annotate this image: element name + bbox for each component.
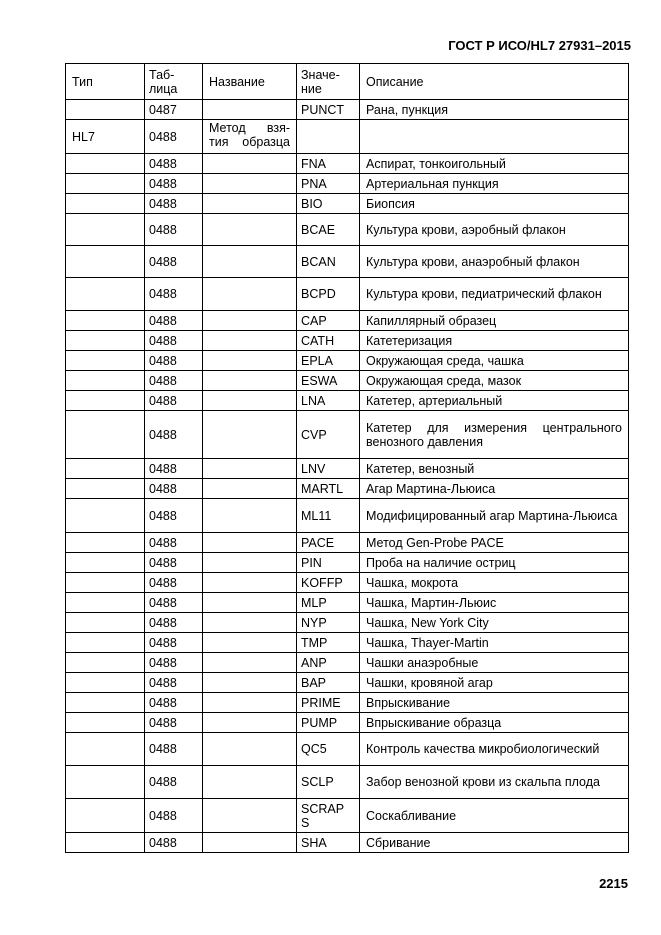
cell-table: 0488 — [145, 713, 203, 733]
cell-type — [66, 533, 145, 553]
table-row — [66, 673, 629, 693]
table-row — [66, 733, 629, 766]
table-row — [66, 214, 629, 246]
table-row — [66, 154, 629, 174]
cell-type — [66, 391, 145, 411]
cell-table: 0488 — [145, 459, 203, 479]
table-row — [66, 479, 629, 499]
table-row — [66, 553, 629, 573]
cell-type — [66, 799, 145, 833]
cell-description: Агар Мартина-Льюиса — [360, 479, 629, 499]
cell-type — [66, 499, 145, 533]
cell-description: Чашки анаэробные — [360, 653, 629, 673]
cell-description — [360, 120, 629, 154]
cell-description: Катетер, венозный — [360, 459, 629, 479]
table-row — [66, 174, 629, 194]
cell-table: 0488 — [145, 479, 203, 499]
cell-name — [203, 371, 297, 391]
cell-type — [66, 833, 145, 853]
cell-type — [66, 174, 145, 194]
table-row — [66, 120, 629, 154]
cell-name — [203, 194, 297, 214]
col-header-name: Название — [203, 64, 297, 100]
table-header-row — [66, 64, 629, 100]
cell-table: 0488 — [145, 633, 203, 653]
cell-type — [66, 100, 145, 120]
cell-name — [203, 391, 297, 411]
cell-value: LNV — [297, 459, 360, 479]
cell-name — [203, 100, 297, 120]
cell-description: Модифицированный агар Мартина-Льюиса — [360, 499, 629, 533]
cell-name — [203, 154, 297, 174]
cell-name — [203, 174, 297, 194]
cell-description: Катетер для измерения центрального венозного давления — [360, 411, 629, 459]
cell-table: 0488 — [145, 533, 203, 553]
cell-name — [203, 593, 297, 613]
cell-table: 0488 — [145, 120, 203, 154]
table-row — [66, 613, 629, 633]
cell-name — [203, 553, 297, 573]
table-row — [66, 194, 629, 214]
cell-table: 0488 — [145, 673, 203, 693]
cell-table: 0488 — [145, 766, 203, 799]
cell-table: 0488 — [145, 194, 203, 214]
cell-type: HL7 — [66, 120, 145, 154]
cell-table: 0488 — [145, 214, 203, 246]
cell-value: ML11 — [297, 499, 360, 533]
cell-table: 0488 — [145, 174, 203, 194]
cell-type — [66, 194, 145, 214]
table-row — [66, 653, 629, 673]
cell-value: SCRAP S — [297, 799, 360, 833]
cell-value: ESWA — [297, 371, 360, 391]
cell-value: BCPD — [297, 278, 360, 311]
cell-value: ANP — [297, 653, 360, 673]
cell-type — [66, 479, 145, 499]
code-table — [65, 63, 629, 853]
cell-value: CATH — [297, 331, 360, 351]
cell-description: Капиллярный образец — [360, 311, 629, 331]
table-row — [66, 799, 629, 833]
cell-type — [66, 311, 145, 331]
cell-type — [66, 613, 145, 633]
cell-table: 0488 — [145, 371, 203, 391]
cell-table: 0488 — [145, 799, 203, 833]
cell-description: Аспират, тонкоигольный — [360, 154, 629, 174]
table-row — [66, 391, 629, 411]
cell-name — [203, 799, 297, 833]
cell-name — [203, 214, 297, 246]
table-row — [66, 351, 629, 371]
cell-type — [66, 593, 145, 613]
cell-name: Метод взя- тия образца — [203, 120, 297, 154]
cell-table: 0488 — [145, 154, 203, 174]
cell-name — [203, 573, 297, 593]
table-row — [66, 278, 629, 311]
cell-table: 0488 — [145, 411, 203, 459]
cell-description: Окружающая среда, чашка — [360, 351, 629, 371]
table-row — [66, 533, 629, 553]
cell-table: 0488 — [145, 499, 203, 533]
cell-type — [66, 633, 145, 653]
cell-description: Чашки, кровяной агар — [360, 673, 629, 693]
table-row — [66, 100, 629, 120]
cell-value: FNA — [297, 154, 360, 174]
cell-name — [203, 713, 297, 733]
cell-description: Чашка, New York City — [360, 613, 629, 633]
table-row — [66, 411, 629, 459]
col-header-value: Значе- ние — [297, 64, 360, 100]
table-row — [66, 693, 629, 713]
cell-value: QC5 — [297, 733, 360, 766]
cell-name — [203, 311, 297, 331]
cell-name — [203, 693, 297, 713]
cell-type — [66, 733, 145, 766]
cell-type — [66, 713, 145, 733]
cell-value: LNA — [297, 391, 360, 411]
cell-description: Культура крови, анаэробный флакон — [360, 246, 629, 278]
cell-description: Метод Gen-Probe PACE — [360, 533, 629, 553]
document-code: ГОСТ Р ИСО/HL7 27931–2015 — [448, 38, 631, 53]
cell-name — [203, 246, 297, 278]
cell-value: BIO — [297, 194, 360, 214]
cell-description: Контроль качества микробиологический — [360, 733, 629, 766]
cell-name — [203, 278, 297, 311]
cell-value: TMP — [297, 633, 360, 653]
cell-table: 0488 — [145, 833, 203, 853]
cell-description: Сбривание — [360, 833, 629, 853]
cell-description: Впрыскивание образца — [360, 713, 629, 733]
cell-type — [66, 278, 145, 311]
cell-name — [203, 533, 297, 553]
cell-description: Катетер, артериальный — [360, 391, 629, 411]
cell-description: Впрыскивание — [360, 693, 629, 713]
cell-name — [203, 459, 297, 479]
cell-table: 0488 — [145, 593, 203, 613]
cell-description: Окружающая среда, мазок — [360, 371, 629, 391]
cell-description: Культура крови, педиатрический флакон — [360, 278, 629, 311]
table-row — [66, 713, 629, 733]
cell-description: Чашка, Thayer-Martin — [360, 633, 629, 653]
cell-name — [203, 766, 297, 799]
cell-value: SHA — [297, 833, 360, 853]
cell-type — [66, 331, 145, 351]
col-header-type: Тип — [66, 64, 145, 100]
cell-table: 0488 — [145, 391, 203, 411]
table-row — [66, 371, 629, 391]
cell-value: SCLP — [297, 766, 360, 799]
cell-name — [203, 479, 297, 499]
table-row — [66, 833, 629, 853]
cell-description: Чашка, Мартин-Льюис — [360, 593, 629, 613]
cell-value: PUNCT — [297, 100, 360, 120]
cell-type — [66, 351, 145, 371]
cell-type — [66, 459, 145, 479]
cell-description: Забор венозной крови из скальпа плода — [360, 766, 629, 799]
cell-type — [66, 246, 145, 278]
cell-type — [66, 553, 145, 573]
cell-description: Биопсия — [360, 194, 629, 214]
cell-value: MARTL — [297, 479, 360, 499]
cell-name — [203, 499, 297, 533]
cell-value: PIN — [297, 553, 360, 573]
cell-value: BCAN — [297, 246, 360, 278]
table-row — [66, 633, 629, 653]
cell-value: PNA — [297, 174, 360, 194]
cell-table: 0488 — [145, 733, 203, 766]
table-row — [66, 499, 629, 533]
cell-name — [203, 411, 297, 459]
table-row — [66, 311, 629, 331]
cell-type — [66, 214, 145, 246]
page-number: 2215 — [599, 876, 628, 891]
cell-name — [203, 673, 297, 693]
cell-type — [66, 411, 145, 459]
cell-name — [203, 833, 297, 853]
cell-table: 0488 — [145, 553, 203, 573]
cell-value: CVP — [297, 411, 360, 459]
table-row — [66, 593, 629, 613]
table-row — [66, 246, 629, 278]
cell-table: 0487 — [145, 100, 203, 120]
cell-description: Артериальная пункция — [360, 174, 629, 194]
cell-value: PUMP — [297, 713, 360, 733]
col-header-description: Описание — [360, 64, 629, 100]
cell-value — [297, 120, 360, 154]
cell-name — [203, 653, 297, 673]
cell-description: Рана, пункция — [360, 100, 629, 120]
cell-type — [66, 573, 145, 593]
table-row — [66, 573, 629, 593]
cell-value: EPLA — [297, 351, 360, 371]
cell-value: PRIME — [297, 693, 360, 713]
cell-table: 0488 — [145, 573, 203, 593]
cell-value: NYP — [297, 613, 360, 633]
cell-type — [66, 371, 145, 391]
cell-value: CAP — [297, 311, 360, 331]
cell-type — [66, 673, 145, 693]
cell-description: Соскабливание — [360, 799, 629, 833]
cell-type — [66, 653, 145, 673]
cell-value: KOFFP — [297, 573, 360, 593]
cell-type — [66, 693, 145, 713]
cell-description: Катетеризация — [360, 331, 629, 351]
cell-value: PACE — [297, 533, 360, 553]
cell-table: 0488 — [145, 331, 203, 351]
table-row — [66, 459, 629, 479]
cell-name — [203, 351, 297, 371]
cell-name — [203, 733, 297, 766]
cell-table: 0488 — [145, 653, 203, 673]
cell-description: Проба на наличие остриц — [360, 553, 629, 573]
table-row — [66, 766, 629, 799]
cell-table: 0488 — [145, 278, 203, 311]
cell-table: 0488 — [145, 351, 203, 371]
cell-table: 0488 — [145, 246, 203, 278]
table-row — [66, 331, 629, 351]
cell-name — [203, 613, 297, 633]
cell-name — [203, 331, 297, 351]
cell-table: 0488 — [145, 693, 203, 713]
cell-description: Чашка, мокрота — [360, 573, 629, 593]
cell-value: MLP — [297, 593, 360, 613]
cell-description: Культура крови, аэробный флакон — [360, 214, 629, 246]
cell-type — [66, 154, 145, 174]
cell-table: 0488 — [145, 311, 203, 331]
cell-type — [66, 766, 145, 799]
col-header-table: Таб- лица — [145, 64, 203, 100]
cell-value: BCAE — [297, 214, 360, 246]
cell-name — [203, 633, 297, 653]
cell-table: 0488 — [145, 613, 203, 633]
cell-value: BAP — [297, 673, 360, 693]
